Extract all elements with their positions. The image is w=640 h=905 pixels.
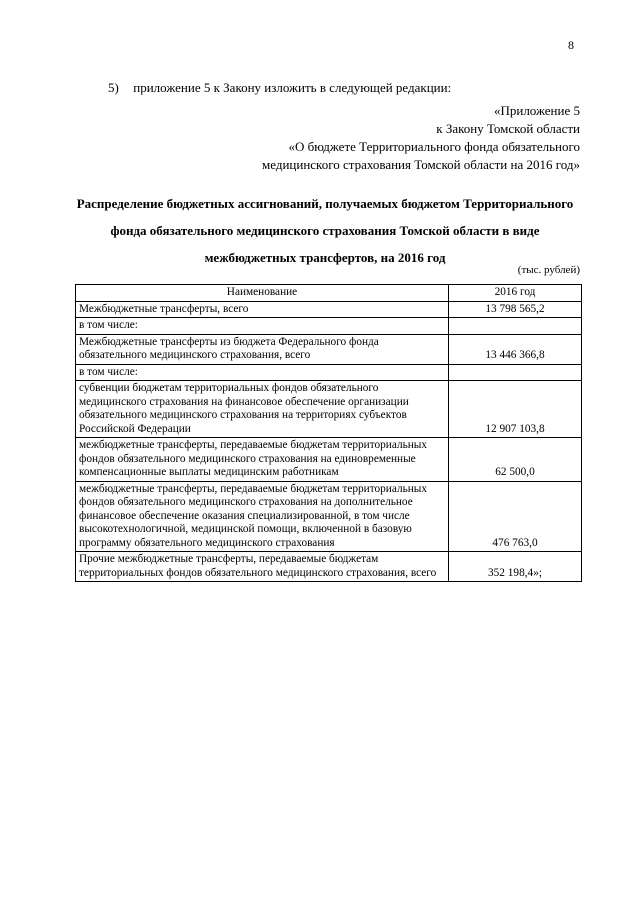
- appendix-header-line: «О бюджете Территориального фонда обязательного: [288, 139, 580, 154]
- row-value: [449, 318, 582, 335]
- row-name: Прочие межбюджетные трансферты, передаваемые бюджетам территориальных фондов обязательного медицинского страхования, всего: [76, 552, 449, 582]
- table-header-row: [76, 285, 582, 302]
- appendix-header-line: к Закону Томской области: [436, 121, 580, 136]
- row-value: 12 907 103,8: [449, 381, 582, 438]
- instruction-number: 5): [108, 80, 119, 95]
- row-name: Межбюджетные трансферты из бюджета Федерального фонда обязательного медицинского страхования, всего: [76, 334, 449, 364]
- table-row: [76, 301, 582, 318]
- table-row: [76, 481, 582, 552]
- row-value: 62 500,0: [449, 438, 582, 482]
- appendix-header-line: медицинского страхования Томской области на 2016 год»: [262, 157, 580, 172]
- amendment-instruction: [108, 80, 451, 96]
- row-value: 13 798 565,2: [449, 301, 582, 318]
- table-row: [76, 381, 582, 438]
- row-name: межбюджетные трансферты, передаваемые бюджетам территориальных фондов обязательного медицинского страхования на дополнительное финансовое обеспечение оказания специализированной, в том числе высокотехнологичной, медицинской помощи, включенной в базовую программу обязательного медицинского страхования: [76, 481, 449, 552]
- row-value: 352 198,4»;: [449, 552, 582, 582]
- instruction-text: приложение 5 к Закону изложить в следующей редакции:: [133, 80, 452, 95]
- column-header-year: 2016 год: [449, 285, 582, 302]
- units-label: (тыс. рублей): [517, 264, 580, 276]
- table-row: [76, 364, 582, 381]
- appendix-header: [262, 102, 580, 174]
- row-name: в том числе:: [76, 318, 449, 335]
- appendix-header-line: «Приложение 5: [493, 103, 580, 118]
- row-name: в том числе:: [76, 364, 449, 381]
- page-number: 8: [568, 38, 574, 52]
- row-value: 476 763,0: [449, 481, 582, 552]
- row-name: субвенции бюджетам территориальных фондов обязательного медицинского страхования на финансовое обеспечение организации обязательного медицинского страхования на территориях субъектов Российской Федерации: [76, 381, 449, 438]
- row-name: Межбюджетные трансферты, всего: [76, 301, 449, 318]
- row-value: 13 446 366,8: [449, 334, 582, 364]
- document-title: Распределение бюджетных ассигнований, получаемых бюджетом Территориального фонда обязательного медицинского страхования Томской области в виде межбюджетных трансфертов, на 2016 год: [76, 196, 574, 265]
- table-row: [76, 438, 582, 482]
- table-row: [76, 318, 582, 335]
- row-value: [449, 364, 582, 381]
- column-header-name: Наименование: [76, 285, 449, 302]
- row-name: межбюджетные трансферты, передаваемые бюджетам территориальных фондов обязательного медицинского страхования на единовременные компенсационные выплаты медицинским работникам: [76, 438, 449, 482]
- budget-table: [75, 284, 582, 582]
- table-row: [76, 552, 582, 582]
- table-row: [76, 334, 582, 364]
